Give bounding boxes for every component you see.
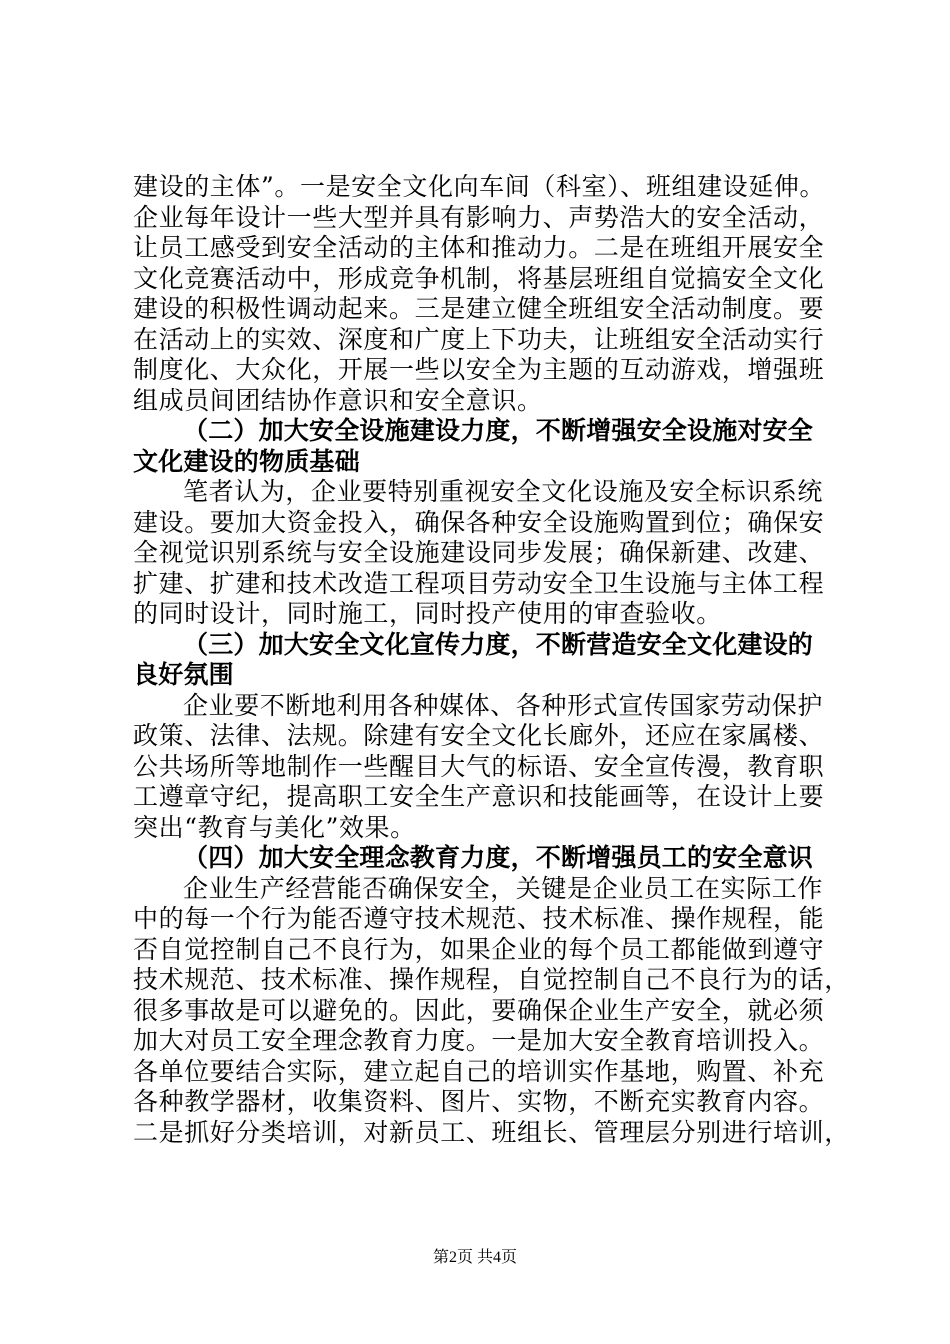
text-line: 笔者认为，企业要特别重视安全文化设施及安全标识系统 (183, 477, 824, 506)
text-line: 中的每一个行为能否遵守技术规范、技术标准、操作规程，能 (133, 904, 825, 933)
section-heading-2-cont: 文化建设的物质基础 (133, 446, 360, 476)
section-heading-3-cont: 良好氛围 (133, 660, 234, 689)
text-line: 突出“教育与美化”效果。 (133, 812, 416, 842)
text-line: 加大对员工安全理念教育力度。一是加大安全教育培训投入。 (133, 1026, 825, 1055)
text-line: 建设的积极性调动起来。三是建立健全班组安全活动制度。要 (133, 294, 825, 323)
text-line: 在活动上的实效、深度和广度上下功夫，让班组安全活动实行 (133, 324, 825, 354)
section-heading-4: （四）加大安全理念教育力度，不断增强员工的安全意识 (183, 843, 814, 872)
text-line: 全视觉识别系统与安全设施建设同步发展；确保新建、改建、 (133, 538, 825, 567)
text-line: 二是抓好分类培训，对新员工、班组长、管理层分别进行培训， (133, 1117, 850, 1147)
text-line: 建设。要加大资金投入，确保各种安全设施购置到位；确保安 (133, 507, 825, 537)
text-line: 公共场所等地制作一些醒目大气的标语、安全宣传漫，教育职 (133, 751, 825, 781)
text-line: 建设的主体”。一是安全文化向车间（科室）、班组建设延伸。 (133, 172, 826, 201)
page-number-footer: 第2页 共4页 (432, 1249, 517, 1266)
text-line: 组成员间团结协作意识和安全意识。 (133, 385, 543, 415)
text-line: 企业要不断地利用各种媒体、各种形式宣传国家劳动保护 (183, 690, 824, 720)
document-body (133, 172, 850, 1148)
text-line: 让员工感受到安全活动的主体和推动力。二是在班组开展安全 (133, 233, 825, 262)
text-line: 文化竞赛活动中，形成竞争机制，将基层班组自觉搞安全文化 (133, 263, 825, 293)
text-line: 政策、法律、法规。除建有安全文化长廊外，还应在家属楼、 (133, 721, 825, 750)
text-line: 各单位要结合实际，建立起自己的培训实作基地，购置、补充 (133, 1056, 825, 1086)
section-heading-3: （三）加大安全文化宣传力度，不断营造安全文化建设的 (183, 629, 814, 659)
text-line: 很多事故是可以避免的。因此，要确保企业生产安全，就必须 (133, 995, 825, 1025)
text-line: 企业每年设计一些大型并具有影响力、声势浩大的安全活动， (133, 202, 825, 232)
text-line: 工遵章守纪，提高职工安全生产意识和技能画等，在设计上要 (133, 782, 825, 811)
text-line: 的同时设计，同时施工，同时投产使用的审查验收。 (133, 599, 722, 628)
text-line: 各种教学器材，收集资料、图片、实物，不断充实教育内容。 (133, 1087, 825, 1116)
text-line: 制度化、大众化，开展一些以安全为主题的互动游戏，增强班 (133, 355, 825, 384)
text-line: 否自觉控制自己不良行为，如果企业的每个员工都能做到遵守 (133, 934, 825, 964)
text-line: 扩建、扩建和技术改造工程项目劳动安全卫生设施与主体工程 (133, 568, 825, 598)
text-line: 技术规范、技术标准、操作规程，自觉控制自己不良行为的话， (133, 965, 850, 994)
section-heading-2: （二）加大安全设施建设力度，不断增强安全设施对安全 (183, 416, 814, 445)
text-line: 企业生产经营能否确保安全，关键是企业员工在实际工作 (183, 873, 824, 903)
